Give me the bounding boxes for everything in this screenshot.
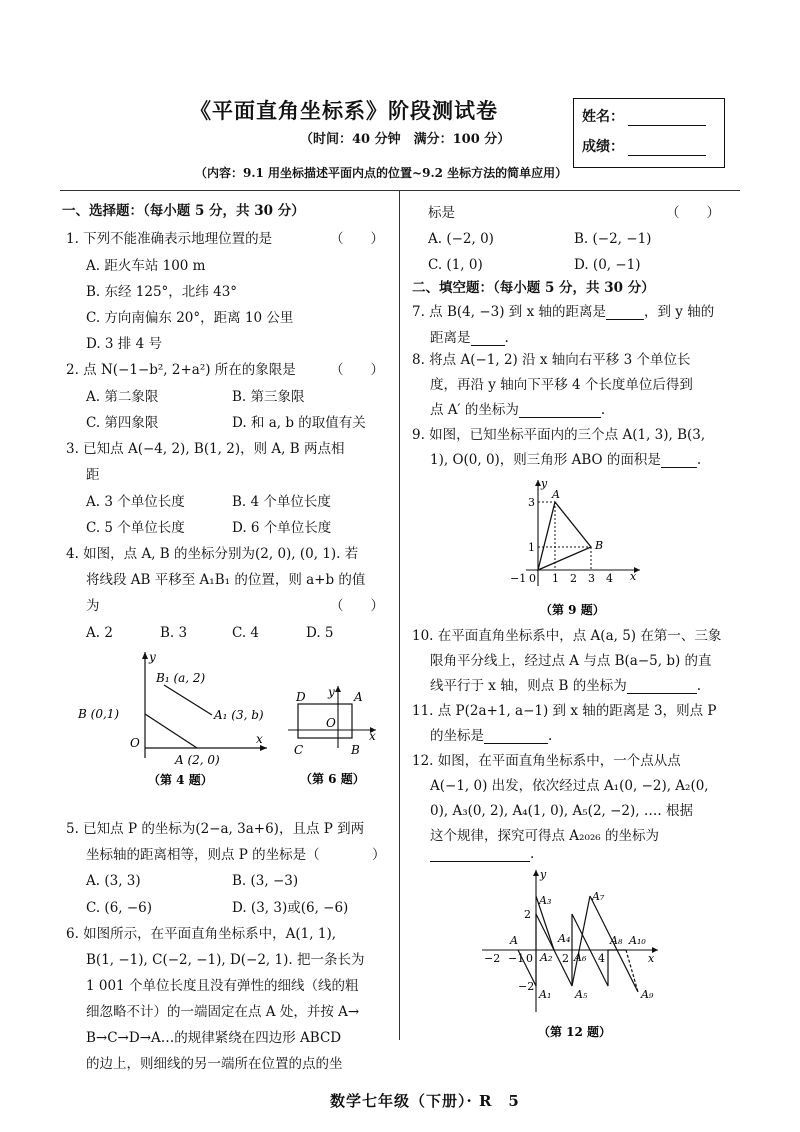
fig6-y-label: y xyxy=(328,685,335,699)
q5-stem-line2: 坐标轴的距离相等，则点 P 的坐标是（ xyxy=(86,847,320,863)
q2-answer-paren[interactable]: （ ） xyxy=(330,362,384,378)
q2-option-b[interactable]: B. 第三象限 xyxy=(232,389,305,405)
fig4-b1-label: B₁ (a, 2) xyxy=(156,671,206,685)
q5-stem-line1: 5. 已知点 P 的坐标为(2−a, 3a+6)，且点 P 到两 xyxy=(66,821,365,837)
q12-line2: A(−1, 0) 出发，依次经过点 A₁(0, −2), A₂(0, xyxy=(430,778,709,794)
q3-option-d[interactable]: D. 6 个单位长度 xyxy=(232,520,332,536)
q11-blank[interactable] xyxy=(484,729,548,744)
fig12-x-tick-4: 4 xyxy=(598,952,605,965)
figure-9 xyxy=(500,474,650,620)
fig9-x-tick-3: 3 xyxy=(588,572,595,585)
q6-line5: B→C→D→A…的规律紧绕在四边形 ABCD xyxy=(86,1030,342,1046)
q6-line3: 1 001 个单位长度且没有弹性的细线（线的粗 xyxy=(86,978,359,994)
q10-text-4: . xyxy=(696,678,701,694)
fig12-a6-label: A₆ xyxy=(574,951,587,964)
fig4-a-label: A (2, 0) xyxy=(175,753,220,767)
q1-option-b[interactable]: B. 东经 125°，北纬 43° xyxy=(86,284,238,300)
q4-answer-paren[interactable]: （ ） xyxy=(330,598,384,614)
fig12-origin-label: 0 xyxy=(526,952,533,965)
page-title: 《平面直角坐标系》阶段测试卷 xyxy=(190,98,498,123)
q7-text-a: 7. 点 B(4, −3) 到 x 轴的距离是 xyxy=(412,304,606,320)
content-info: （内容：9.1 用坐标描述平面内点的位置~9.2 坐标方法的简单应用） xyxy=(195,166,568,180)
q6-line1: 6. 如图所示，在平面直角坐标系中，A(1, 1), xyxy=(66,926,337,942)
name-field[interactable] xyxy=(628,111,706,126)
q4-option-b[interactable]: B. 3 xyxy=(160,625,188,641)
fig6-origin-label: O xyxy=(326,716,336,730)
fig12-a5-label: A₅ xyxy=(575,988,588,1001)
q1-option-d[interactable]: D. 3 排 4 号 xyxy=(86,336,162,352)
fig12-x-tick-m1: −1 xyxy=(508,952,525,965)
column-divider xyxy=(399,190,400,1040)
q8-line3 xyxy=(430,402,605,418)
q10-line3 xyxy=(430,678,701,694)
q6-line6: 的边上，则细线的另一端所在位置的点的坐 xyxy=(86,1056,343,1072)
fig4-a1-label: A₁ (3, b) xyxy=(214,708,264,722)
q9-blank[interactable] xyxy=(661,453,697,468)
fig9-x-tick-m1: −1 xyxy=(510,572,527,585)
fig12-x-tick-2: 2 xyxy=(562,952,569,965)
q6-line4: 细忽略不计）的一端固定在点 A 处，并按 A→ xyxy=(86,1004,360,1020)
q2-stem: 2. 点 N(−1−b², 2+a²) 所在的象限是 xyxy=(66,362,296,378)
fig9-x-tick-4: 4 xyxy=(606,572,613,585)
q5-answer-paren[interactable]: ） xyxy=(372,847,386,863)
q1-option-a[interactable]: A. 距火车站 100 m xyxy=(86,258,206,274)
fig12-a2-label: A₂ xyxy=(540,951,553,964)
q2-option-a[interactable]: A. 第二象限 xyxy=(86,389,159,405)
time-info: （时间：40 分钟 满分：100 分） xyxy=(300,132,511,147)
q3-option-c[interactable]: C. 5 个单位长度 xyxy=(86,520,185,536)
fig12-a7-label: A₇ xyxy=(592,890,605,903)
fig4-b-label: B (0,1) xyxy=(78,707,120,721)
header-divider xyxy=(60,190,740,191)
q5-option-c[interactable]: C. (6, −6) xyxy=(86,900,153,916)
figure-12 xyxy=(478,866,670,1042)
q10-text-3: 线平行于 x 轴，则点 B 的坐标为 xyxy=(430,678,627,694)
q1-answer-paren[interactable]: （ ） xyxy=(330,231,384,247)
fig12-caption: （第 12 题） xyxy=(538,1025,612,1039)
q12-line1: 12. 如图，在平面直角坐标系中，一个点从点 xyxy=(412,753,681,769)
q6-answer-paren[interactable]: （ ） xyxy=(666,205,720,221)
q1-option-c[interactable]: C. 方向南偏东 20°，距离 10 公里 xyxy=(86,310,294,326)
fig9-x-tick-1: 1 xyxy=(552,572,559,585)
fig9-a-label: A xyxy=(552,488,560,501)
fig9-y-tick-3: 3 xyxy=(528,496,535,509)
fig9-x-tick-2: 2 xyxy=(570,572,577,585)
q7-line1 xyxy=(412,304,714,320)
fig12-x-label: x xyxy=(648,952,655,965)
q4-option-c[interactable]: C. 4 xyxy=(232,625,260,641)
fig4-x-label: x xyxy=(256,732,263,746)
q7-blank-2[interactable] xyxy=(471,331,505,346)
fig6-caption: （第 6 题） xyxy=(300,772,365,786)
fig12-x-tick-m2: −2 xyxy=(484,952,501,965)
q8-line2: 度，再沿 y 轴向下平移 4 个长度单位后得到 xyxy=(430,377,693,393)
q2-option-c[interactable]: C. 第四象限 xyxy=(86,415,159,431)
q9-text-3: . xyxy=(696,452,702,468)
q4-stem-line3: 为 xyxy=(86,598,100,614)
q7-text-b: ，到 y 轴的 xyxy=(643,304,715,320)
fig12-a10-label: A₁₀ xyxy=(629,934,646,947)
fig12-y-tick-2: 2 xyxy=(524,908,531,921)
q4-stem-line1: 4. 如图，点 A, B 的坐标分别为(2, 0), (0, 1). 若 xyxy=(66,546,359,562)
q10-blank[interactable] xyxy=(627,679,697,694)
q4-option-a[interactable]: A. 2 xyxy=(86,625,113,641)
q8-text-4: . xyxy=(600,402,606,418)
q9-line1: 9. 如图，已知坐标平面内的三个点 A(1, 3), B(3, xyxy=(412,427,706,443)
q3-stem-line2: 距 xyxy=(86,467,100,483)
fig4-origin-label: O xyxy=(130,736,140,750)
section2-heading: 二、填空题：（每小题 5 分，共 30 分） xyxy=(412,280,655,296)
q7-text-c: 距离是 xyxy=(430,330,471,346)
fig6-a-label: A xyxy=(354,690,363,704)
q7-line2 xyxy=(430,330,509,346)
q6-option-a[interactable]: A. (−2, 0) xyxy=(428,231,494,247)
fig6-x-label: x xyxy=(369,729,376,743)
q8-line1: 8. 将点 A(−1, 2) 沿 x 轴向右平移 3 个单位长 xyxy=(412,352,691,368)
fig12-a3-label: A₃ xyxy=(539,894,552,907)
fig9-y-tick-1: 1 xyxy=(528,541,535,554)
fig9-origin-label: 0 xyxy=(529,572,536,585)
q9-text-2: 1), O(0, 0)，则三角形 ABO 的面积是 xyxy=(430,452,661,468)
q10-line1: 10. 在平面直角坐标系中，点 A(a, 5) 在第一、三象 xyxy=(412,628,722,644)
fig12-y-tick-m2: −2 xyxy=(518,980,535,993)
q4-stem-line2: 将线段 AB 平移至 A₁B₁ 的位置，则 a+b 的值 xyxy=(86,572,366,588)
fig6-b-label: B xyxy=(351,743,360,757)
fig12-a8-label: A₈ xyxy=(610,934,623,947)
page-footer: 数学七年级（下册）· R 5 xyxy=(330,1092,520,1110)
q8-text-3: 点 A′ 的坐标为 xyxy=(430,402,519,418)
q12-text-5: . xyxy=(530,846,535,862)
q3-stem-line1: 3. 已知点 A(−4, 2), B(1, 2)，则 A, B 两点相 xyxy=(66,441,345,457)
fig4-y-label: y xyxy=(149,650,156,664)
q5-option-b[interactable]: B. (3, −3) xyxy=(232,873,299,889)
q11-line2 xyxy=(430,728,552,744)
q5-option-a[interactable]: A. (3, 3) xyxy=(86,873,141,889)
fig4-caption: （第 4 题） xyxy=(148,773,213,787)
q4-option-d[interactable]: D. 5 xyxy=(306,625,334,641)
fig9-b-label: B xyxy=(595,539,604,552)
fig12-a4-label: A₄ xyxy=(558,932,571,945)
fig6-c-label: C xyxy=(294,743,304,757)
q6-line2: B(1, −1), C(−2, −1), D(−2, 1). 把一条长为 xyxy=(86,952,365,968)
score-label: 成绩： xyxy=(582,139,624,155)
q7-blank-1[interactable] xyxy=(606,305,644,320)
q3-option-b[interactable]: B. 4 个单位长度 xyxy=(232,494,331,510)
figure-6 xyxy=(284,684,384,790)
q11-line1: 11. 点 P(2a+1, a−1) 到 x 轴的距离是 3，则点 P xyxy=(412,703,717,719)
q10-line2: 限角平分线上，经过点 A 与点 B(a−5, b) 的直 xyxy=(430,653,712,669)
score-field[interactable] xyxy=(628,141,706,156)
fig9-y-label: y xyxy=(541,477,548,490)
section1-heading: 一、选择题：（每小题 5 分，共 30 分） xyxy=(62,203,305,219)
fig6-d-label: D xyxy=(296,690,306,704)
name-score-box xyxy=(573,98,725,168)
q12-line5 xyxy=(430,846,534,862)
q7-text-d: . xyxy=(504,330,509,346)
fig9-caption: （第 9 题） xyxy=(540,603,605,617)
fig12-y-label: y xyxy=(540,868,547,881)
fig9-x-label: x xyxy=(630,570,637,583)
q2-option-d[interactable]: D. 和 a, b 的取值有关 xyxy=(232,415,366,431)
q11-text-3: . xyxy=(548,728,553,744)
name-row xyxy=(582,109,706,126)
q5-option-d[interactable]: D. (3, 3)或(6, −6) xyxy=(232,900,349,916)
q11-text-2: 的坐标是 xyxy=(430,728,484,744)
q12-blank[interactable] xyxy=(430,847,530,862)
name-label: 姓名： xyxy=(582,109,624,125)
q1-stem: 1. 下列不能准确表示地理位置的是 xyxy=(66,231,273,247)
figure-4 xyxy=(72,648,272,790)
fig12-a-label: A xyxy=(510,934,518,947)
score-row xyxy=(582,139,706,156)
q6-option-c[interactable]: C. (1, 0) xyxy=(428,257,483,273)
fig12-a1-label: A₁ xyxy=(539,988,552,1001)
q12-line4: 这个规律，探究可得点 A₂₀₂₆ 的坐标为 xyxy=(430,828,659,844)
q6-option-b[interactable]: B. (−2, −1) xyxy=(574,231,652,247)
q6-continued: 标是 xyxy=(428,205,455,221)
q8-blank[interactable] xyxy=(519,403,601,418)
q3-option-a[interactable]: A. 3 个单位长度 xyxy=(86,494,185,510)
q9-line2 xyxy=(430,452,701,468)
q12-line3: 0), A₃(0, 2), A₄(1, 0), A₅(2, −2), …. 根据 xyxy=(430,803,693,819)
fig12-a9-label: A₉ xyxy=(641,988,654,1001)
q6-option-d[interactable]: D. (0, −1) xyxy=(574,257,641,273)
